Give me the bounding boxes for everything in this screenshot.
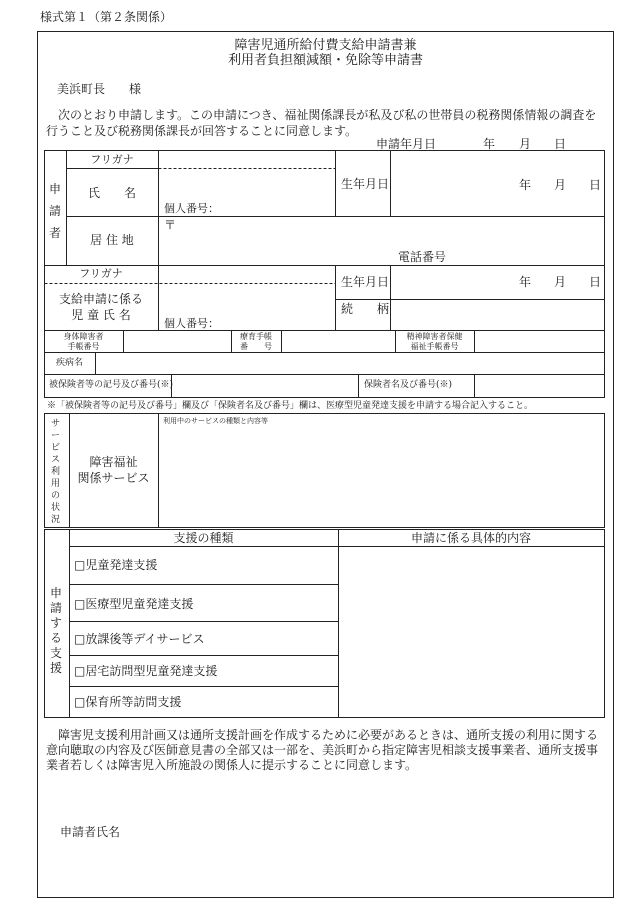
child-birth-date-field[interactable] xyxy=(391,266,603,299)
child-birth-date-label: 生年月日 xyxy=(341,275,390,289)
support-option-after-school-day-service[interactable]: □放課後等デイサービス xyxy=(74,632,205,646)
child-relationship-field[interactable] xyxy=(391,300,603,330)
support-option-home-visit-development[interactable]: □居宅訪問型児童発達支援 xyxy=(74,664,218,678)
child-personal-number-label: 個人番号： xyxy=(164,317,219,330)
child-furigana-label: フリガナ xyxy=(79,267,123,280)
applicant-birth-date-field[interactable] xyxy=(391,151,603,216)
application-date-label: 申請年月日 xyxy=(376,137,437,151)
disease-label: 疾病名 xyxy=(55,358,83,368)
applicant-birth-date-label: 生年月日 xyxy=(341,177,390,191)
application-date-month: 月 xyxy=(519,137,532,151)
signature-label: 申請者氏名 xyxy=(60,825,121,839)
intro-text: 次のとおり申請します。この申請につき、福祉関係課長が私及び私の世帯員の税務関係情報の調査を行うこと及び税務関係課長が回答することに同意します。 xyxy=(46,108,597,138)
signature-field[interactable] xyxy=(130,820,390,842)
disease-field[interactable] xyxy=(96,353,603,374)
service-field-caption: 利用中のサービスの種類と内容等 xyxy=(163,417,268,425)
support-type-header: 支援の種類 xyxy=(173,531,234,545)
mental-cert-number-field[interactable] xyxy=(475,331,603,352)
physical-cert-label-line1: 身体障害者 xyxy=(63,332,104,341)
applicant-address-label: 居 住 地 xyxy=(90,233,134,247)
mental-cert-label-line2: 福祉手帳番号 xyxy=(410,342,459,351)
physical-cert-number-field[interactable] xyxy=(124,331,231,352)
applicant-name-label: 氏 名 xyxy=(87,186,136,200)
application-date-day: 日 xyxy=(554,137,567,151)
support-details-field[interactable] xyxy=(339,547,603,717)
insurance-note: ※「被保険者等の記号及び番号」欄及び「保険者名及び番号」欄は、医療型児童発達支援を申請する場合記入すること。 xyxy=(47,401,534,411)
application-date-year: 年 xyxy=(483,137,496,151)
insured-number-label: 被保険者等の記号及び番号(※) xyxy=(49,380,174,390)
form-code: 様式第１（第２条関係） xyxy=(40,10,173,24)
applicant-furigana-field[interactable] xyxy=(159,151,334,168)
child-birth-month: 月 xyxy=(554,275,567,289)
rehab-cert-label-line2: 番 号 xyxy=(240,342,272,351)
physical-cert-label-line2: 手帳番号 xyxy=(67,342,100,351)
child-name-label-line1: 支給申請に係る xyxy=(58,292,143,306)
rehab-cert-number-field[interactable] xyxy=(282,331,395,352)
applicant-furigana-label: フリガナ xyxy=(90,153,134,166)
service-details-field[interactable] xyxy=(159,426,603,526)
form-title-line1: 障害児通所給付費支給申請書兼 xyxy=(234,38,417,53)
postal-mark: 〒 xyxy=(164,218,177,232)
service-status-section-label: サービス利用の状況 xyxy=(51,419,61,525)
child-relationship-label: 続 柄 xyxy=(341,302,390,316)
insurer-name-label: 保険者名及び番号(※) xyxy=(364,380,453,390)
applicant-birth-year: 年 xyxy=(519,178,532,192)
requested-support-section-label: 申請する支援 xyxy=(50,586,63,675)
insurer-name-field[interactable] xyxy=(475,375,603,397)
applicant-section-label: 申請者 xyxy=(49,182,62,240)
service-category-label-line1: 障害福祉 xyxy=(89,455,138,469)
applicant-personal-number-label: 個人番号： xyxy=(164,202,219,215)
support-option-medical-child-development[interactable]: □医療型児童発達支援 xyxy=(74,597,194,611)
child-birth-day: 日 xyxy=(589,275,602,289)
applicant-address-field[interactable] xyxy=(159,217,603,265)
support-option-nursery-visit[interactable]: □保育所等訪問支援 xyxy=(74,695,182,709)
child-birth-year: 年 xyxy=(519,275,532,289)
applicant-birth-day: 日 xyxy=(589,178,602,192)
applicant-birth-month: 月 xyxy=(554,178,567,192)
consent-text: 障害児支援利用計画又は通所支援計画を作成するために必要があるときは、通所支援の利用に関する意向聴取の内容及び医師意見書の全部又は一部を、美浜町から指定障害児相談支援事業者、通所支援事業者若しくは障害児入所施設の関係人に提示することに同意します。 xyxy=(46,728,599,772)
mental-cert-label-line1: 精神障害者保健 xyxy=(406,332,463,341)
form-title-line2: 利用者負担額減額・免除等申請書 xyxy=(227,53,423,68)
child-furigana-field[interactable] xyxy=(159,266,334,283)
service-category-label-line2: 関係サービス xyxy=(77,471,150,485)
applicant-phone-label: 電話番号 xyxy=(398,250,447,264)
addressee: 美浜町長 様 xyxy=(57,82,142,96)
support-details-header: 申請に係る具体的内容 xyxy=(410,531,531,545)
insured-number-field[interactable] xyxy=(172,375,358,397)
support-option-child-development[interactable]: □児童発達支援 xyxy=(74,558,158,572)
child-name-label-line2: 児 童 氏 名 xyxy=(71,308,131,322)
rehab-cert-label-line1: 療育手帳 xyxy=(240,332,272,341)
